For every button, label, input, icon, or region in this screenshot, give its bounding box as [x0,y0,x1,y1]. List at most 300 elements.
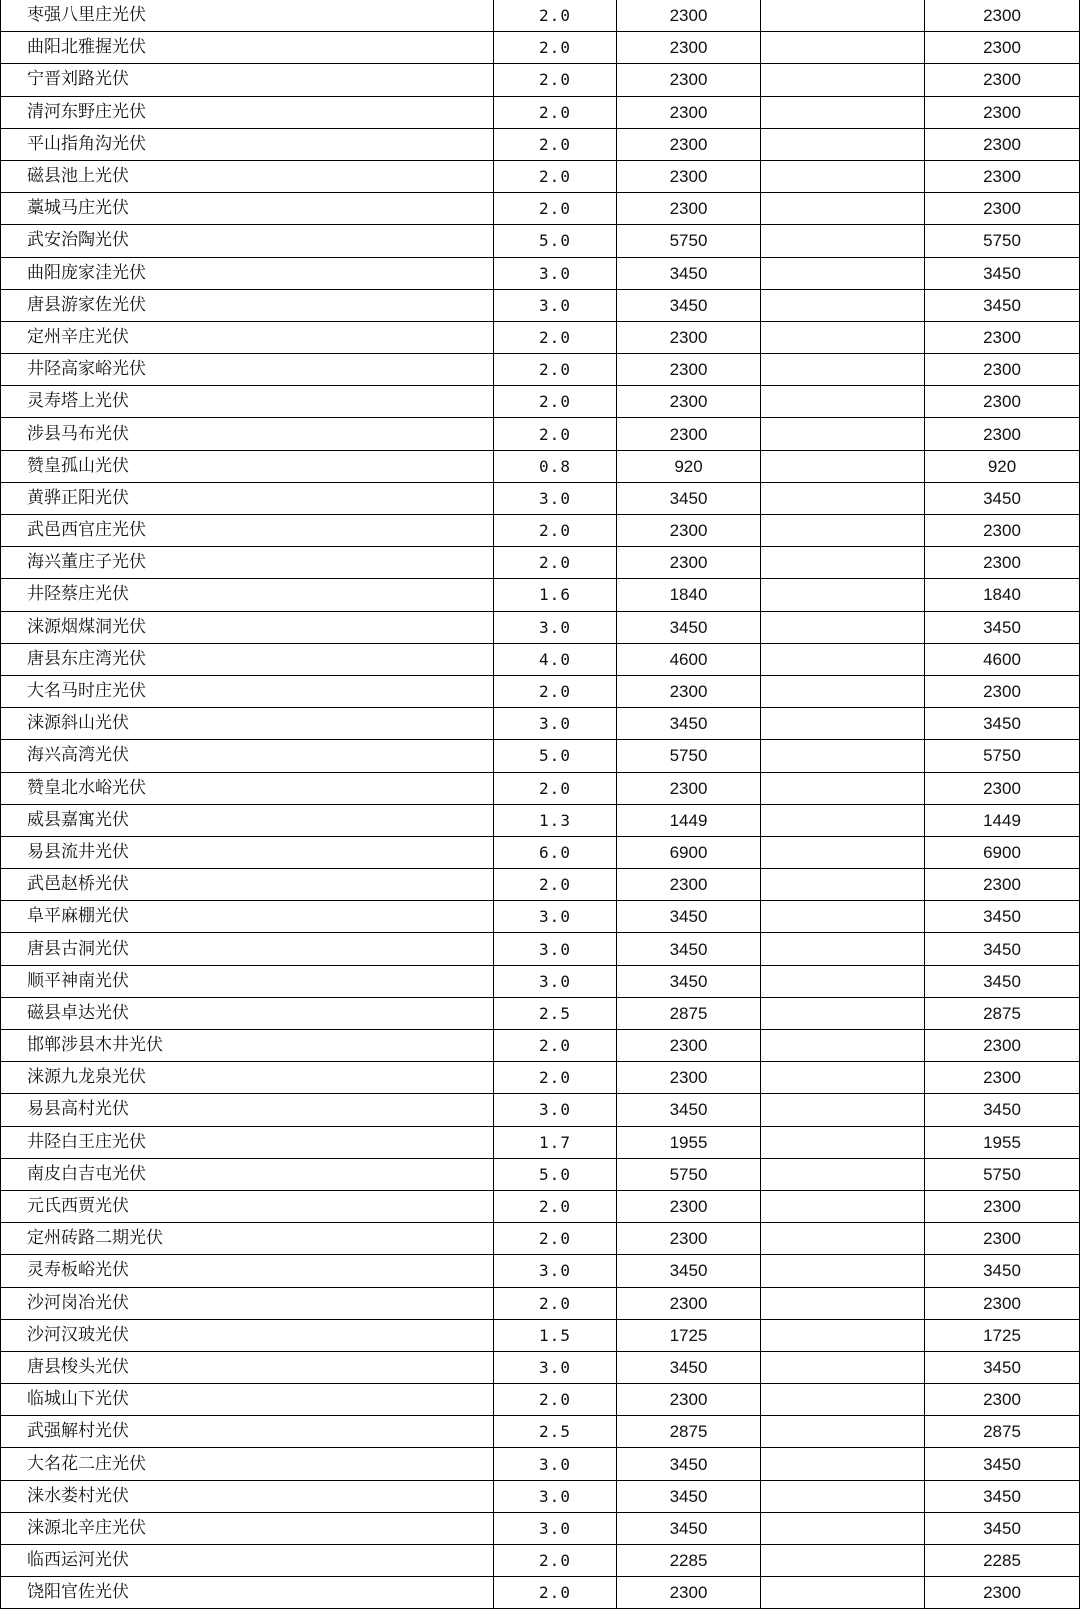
project-name-cell: 曲阳庞家洼光伏 [1,257,494,289]
value-c-cell: 2300 [925,675,1080,707]
value-b-cell [761,708,925,740]
project-name-cell: 武邑赵桥光伏 [1,869,494,901]
value-a-cell: 1840 [617,579,761,611]
value-a-cell: 2300 [617,1287,761,1319]
project-name-cell: 灵寿板峪光伏 [1,1255,494,1287]
value-c-cell: 3450 [925,482,1080,514]
project-name-cell: 武安治陶光伏 [1,225,494,257]
value-b-cell [761,1545,925,1577]
value-a-cell: 2875 [617,997,761,1029]
value-a-cell: 3450 [617,1094,761,1126]
value-a-cell: 3450 [617,289,761,321]
capacity-cell: 3.0 [494,708,617,740]
capacity-cell: 3.0 [494,1480,617,1512]
value-c-cell: 3450 [925,289,1080,321]
capacity-cell: 3.0 [494,289,617,321]
value-a-cell: 3450 [617,708,761,740]
value-c-cell: 2300 [925,418,1080,450]
project-name-cell: 易县流井光伏 [1,836,494,868]
value-c-cell: 3450 [925,1512,1080,1544]
value-c-cell: 2875 [925,997,1080,1029]
project-name-cell: 清河东野庄光伏 [1,96,494,128]
value-b-cell [761,1351,925,1383]
table-row [1,515,1080,547]
value-b-cell [761,450,925,482]
capacity-cell: 2.0 [494,1030,617,1062]
value-b-cell [761,257,925,289]
table-row [1,1223,1080,1255]
value-c-cell: 2300 [925,0,1080,32]
value-a-cell: 5750 [617,1158,761,1190]
capacity-cell: 2.0 [494,515,617,547]
project-name-cell: 涉县马布光伏 [1,418,494,450]
table-row [1,193,1080,225]
capacity-cell: 2.0 [494,193,617,225]
value-b-cell [761,772,925,804]
capacity-cell: 3.0 [494,1094,617,1126]
value-c-cell: 2300 [925,64,1080,96]
project-name-cell: 井陉蔡庄光伏 [1,579,494,611]
table-row [1,675,1080,707]
project-name-cell: 武邑西官庄光伏 [1,515,494,547]
capacity-cell: 2.0 [494,1223,617,1255]
value-c-cell: 2300 [925,386,1080,418]
value-c-cell: 1449 [925,804,1080,836]
value-a-cell: 920 [617,450,761,482]
value-c-cell: 3450 [925,1448,1080,1480]
project-name-cell: 威县嘉寓光伏 [1,804,494,836]
value-b-cell [761,482,925,514]
project-name-cell: 元氏西贾光伏 [1,1190,494,1222]
project-name-cell: 磁县池上光伏 [1,160,494,192]
value-c-cell: 2300 [925,1223,1080,1255]
project-name-cell: 涞水娄村光伏 [1,1480,494,1512]
capacity-cell: 2.0 [494,675,617,707]
capacity-cell: 1.7 [494,1126,617,1158]
value-c-cell: 3450 [925,1094,1080,1126]
project-name-cell: 唐县古洞光伏 [1,933,494,965]
capacity-cell: 2.0 [494,1062,617,1094]
capacity-cell: 1.5 [494,1319,617,1351]
value-c-cell: 2285 [925,1545,1080,1577]
value-c-cell: 3450 [925,708,1080,740]
table-row [1,1545,1080,1577]
value-c-cell: 2300 [925,1062,1080,1094]
value-a-cell: 3450 [617,1512,761,1544]
value-b-cell [761,32,925,64]
value-b-cell [761,804,925,836]
value-c-cell: 3450 [925,1351,1080,1383]
value-b-cell [761,1448,925,1480]
value-a-cell: 3450 [617,1255,761,1287]
value-c-cell: 3450 [925,257,1080,289]
table-row [1,611,1080,643]
project-name-cell: 涞源斜山光伏 [1,708,494,740]
capacity-cell: 2.0 [494,386,617,418]
table-row [1,1030,1080,1062]
capacity-cell: 3.0 [494,933,617,965]
value-c-cell: 4600 [925,643,1080,675]
table-row [1,836,1080,868]
table-row [1,804,1080,836]
capacity-cell: 2.0 [494,1287,617,1319]
table-row [1,482,1080,514]
value-c-cell: 3450 [925,611,1080,643]
value-b-cell [761,386,925,418]
value-c-cell: 3450 [925,1480,1080,1512]
value-c-cell: 2300 [925,96,1080,128]
value-b-cell [761,901,925,933]
project-name-cell: 武强解村光伏 [1,1416,494,1448]
value-b-cell [761,64,925,96]
value-a-cell: 3450 [617,1480,761,1512]
value-a-cell: 2300 [617,547,761,579]
value-a-cell: 2300 [617,32,761,64]
value-a-cell: 4600 [617,643,761,675]
table-row [1,1062,1080,1094]
value-c-cell: 2300 [925,321,1080,353]
capacity-cell: 1.3 [494,804,617,836]
value-a-cell: 1725 [617,1319,761,1351]
table-row [1,64,1080,96]
project-name-cell: 涞源烟煤洞光伏 [1,611,494,643]
project-name-cell: 沙河汉玻光伏 [1,1319,494,1351]
project-name-cell: 南皮白吉屯光伏 [1,1158,494,1190]
capacity-cell: 2.0 [494,96,617,128]
value-c-cell: 1725 [925,1319,1080,1351]
capacity-cell: 2.0 [494,772,617,804]
capacity-cell: 3.0 [494,257,617,289]
project-name-cell: 海兴高湾光伏 [1,740,494,772]
value-b-cell [761,321,925,353]
value-a-cell: 2300 [617,869,761,901]
value-c-cell: 2300 [925,193,1080,225]
table-row [1,1416,1080,1448]
value-c-cell: 5750 [925,740,1080,772]
project-name-cell: 顺平神南光伏 [1,965,494,997]
value-b-cell [761,1319,925,1351]
value-c-cell: 920 [925,450,1080,482]
project-name-cell: 饶阳官佐光伏 [1,1577,494,1609]
capacity-cell: 2.0 [494,1384,617,1416]
value-b-cell [761,869,925,901]
capacity-cell: 3.0 [494,965,617,997]
project-name-cell: 唐县游家佐光伏 [1,289,494,321]
value-a-cell: 2285 [617,1545,761,1577]
table-row [1,1158,1080,1190]
value-a-cell: 2300 [617,386,761,418]
capacity-cell: 3.0 [494,1512,617,1544]
capacity-cell: 3.0 [494,1448,617,1480]
value-a-cell: 2300 [617,772,761,804]
capacity-cell: 2.5 [494,1416,617,1448]
table-row [1,1255,1080,1287]
table-row [1,1577,1080,1609]
table-row [1,997,1080,1029]
table-row [1,708,1080,740]
table-row [1,1287,1080,1319]
table-row [1,965,1080,997]
value-c-cell: 2300 [925,1287,1080,1319]
value-c-cell: 2300 [925,772,1080,804]
value-b-cell [761,1287,925,1319]
project-name-cell: 阜平麻棚光伏 [1,901,494,933]
project-name-cell: 海兴董庄子光伏 [1,547,494,579]
table-row [1,128,1080,160]
value-b-cell [761,225,925,257]
value-c-cell: 2300 [925,1577,1080,1609]
value-a-cell: 2300 [617,64,761,96]
project-name-cell: 灵寿塔上光伏 [1,386,494,418]
value-a-cell: 2300 [617,1577,761,1609]
table-row [1,1126,1080,1158]
value-a-cell: 5750 [617,740,761,772]
value-a-cell: 3450 [617,965,761,997]
value-b-cell [761,1158,925,1190]
value-b-cell [761,354,925,386]
capacity-cell: 2.0 [494,0,617,32]
table-row [1,933,1080,965]
value-c-cell: 2300 [925,515,1080,547]
value-a-cell: 2300 [617,1384,761,1416]
table-body [1,0,1080,1609]
value-b-cell [761,836,925,868]
capacity-cell: 5.0 [494,740,617,772]
project-name-cell: 沙河岗冶光伏 [1,1287,494,1319]
value-a-cell: 3450 [617,611,761,643]
value-a-cell: 2875 [617,1416,761,1448]
capacity-cell: 3.0 [494,611,617,643]
table-row [1,1190,1080,1222]
table-row [1,418,1080,450]
value-b-cell [761,1416,925,1448]
value-a-cell: 2300 [617,321,761,353]
table-row [1,643,1080,675]
value-c-cell: 2300 [925,869,1080,901]
table-row [1,96,1080,128]
table-row [1,1351,1080,1383]
project-name-cell: 磁县卓达光伏 [1,997,494,1029]
project-name-cell: 易县高村光伏 [1,1094,494,1126]
value-c-cell: 3450 [925,965,1080,997]
project-name-cell: 临城山下光伏 [1,1384,494,1416]
value-b-cell [761,418,925,450]
value-b-cell [761,160,925,192]
value-c-cell: 2300 [925,128,1080,160]
value-b-cell [761,675,925,707]
project-name-cell: 唐县东庄湾光伏 [1,643,494,675]
table-row [1,225,1080,257]
table-row [1,869,1080,901]
value-a-cell: 6900 [617,836,761,868]
capacity-cell: 3.0 [494,1351,617,1383]
table-row [1,0,1080,32]
project-name-cell: 临西运河光伏 [1,1545,494,1577]
capacity-cell: 2.0 [494,547,617,579]
value-a-cell: 5750 [617,225,761,257]
value-c-cell: 6900 [925,836,1080,868]
value-a-cell: 2300 [617,96,761,128]
value-b-cell [761,193,925,225]
value-a-cell: 2300 [617,1062,761,1094]
value-b-cell [761,1512,925,1544]
value-c-cell: 5750 [925,1158,1080,1190]
value-b-cell [761,289,925,321]
value-c-cell: 2300 [925,1384,1080,1416]
table-row [1,1094,1080,1126]
value-b-cell [761,1384,925,1416]
value-b-cell [761,1126,925,1158]
value-b-cell [761,1094,925,1126]
value-c-cell: 2300 [925,32,1080,64]
value-c-cell: 3450 [925,901,1080,933]
table-row [1,740,1080,772]
value-a-cell: 2300 [617,193,761,225]
project-name-cell: 邯郸涉县木井光伏 [1,1030,494,1062]
project-name-cell: 赞皇北水峪光伏 [1,772,494,804]
value-b-cell [761,965,925,997]
capacity-cell: 2.0 [494,64,617,96]
project-name-cell: 定州砖路二期光伏 [1,1223,494,1255]
value-a-cell: 2300 [617,354,761,386]
capacity-cell: 5.0 [494,225,617,257]
value-c-cell: 3450 [925,933,1080,965]
project-name-cell: 定州辛庄光伏 [1,321,494,353]
table-row [1,1319,1080,1351]
value-c-cell: 2875 [925,1416,1080,1448]
value-c-cell: 2300 [925,1030,1080,1062]
value-a-cell: 3450 [617,1351,761,1383]
capacity-cell: 0.8 [494,450,617,482]
value-a-cell: 2300 [617,0,761,32]
capacity-cell: 6.0 [494,836,617,868]
table-row [1,1480,1080,1512]
value-a-cell: 3450 [617,482,761,514]
table-row [1,547,1080,579]
value-a-cell: 1449 [617,804,761,836]
value-a-cell: 2300 [617,1190,761,1222]
value-b-cell [761,933,925,965]
value-b-cell [761,740,925,772]
capacity-cell: 2.0 [494,418,617,450]
table-row [1,160,1080,192]
project-name-cell: 黄骅正阳光伏 [1,482,494,514]
project-name-cell: 井陉高家峪光伏 [1,354,494,386]
value-b-cell [761,1255,925,1287]
value-c-cell: 2300 [925,1190,1080,1222]
table-row [1,354,1080,386]
value-a-cell: 2300 [617,1223,761,1255]
value-b-cell [761,0,925,32]
project-name-cell: 大名花二庄光伏 [1,1448,494,1480]
value-b-cell [761,1480,925,1512]
table-row [1,1384,1080,1416]
value-a-cell: 2300 [617,160,761,192]
project-name-cell: 唐县梭头光伏 [1,1351,494,1383]
table-row [1,386,1080,418]
capacity-cell: 5.0 [494,1158,617,1190]
value-a-cell: 3450 [617,257,761,289]
capacity-cell: 2.0 [494,869,617,901]
value-b-cell [761,1577,925,1609]
table-row [1,450,1080,482]
table-row [1,901,1080,933]
project-name-cell: 藁城马庄光伏 [1,193,494,225]
value-a-cell: 1955 [617,1126,761,1158]
capacity-cell: 1.6 [494,579,617,611]
capacity-cell: 3.0 [494,1255,617,1287]
value-b-cell [761,96,925,128]
value-b-cell [761,128,925,160]
capacity-cell: 3.0 [494,901,617,933]
table-row [1,1448,1080,1480]
value-c-cell: 1840 [925,579,1080,611]
table-row [1,289,1080,321]
project-name-cell: 宁晋刘路光伏 [1,64,494,96]
capacity-cell: 3.0 [494,482,617,514]
value-b-cell [761,997,925,1029]
table-row [1,321,1080,353]
value-b-cell [761,643,925,675]
table-row [1,32,1080,64]
value-b-cell [761,1190,925,1222]
value-b-cell [761,1030,925,1062]
project-name-cell: 赞皇孤山光伏 [1,450,494,482]
capacity-cell: 4.0 [494,643,617,675]
value-b-cell [761,579,925,611]
value-c-cell: 3450 [925,1255,1080,1287]
value-b-cell [761,611,925,643]
value-c-cell: 1955 [925,1126,1080,1158]
capacity-cell: 2.0 [494,32,617,64]
value-c-cell: 2300 [925,160,1080,192]
capacity-cell: 2.5 [494,997,617,1029]
value-b-cell [761,547,925,579]
value-b-cell [761,1223,925,1255]
value-b-cell [761,1062,925,1094]
project-name-cell: 井陉白王庄光伏 [1,1126,494,1158]
project-name-cell: 涞源九龙泉光伏 [1,1062,494,1094]
value-c-cell: 2300 [925,354,1080,386]
value-a-cell: 2300 [617,1030,761,1062]
capacity-cell: 2.0 [494,1545,617,1577]
project-name-cell: 平山指角沟光伏 [1,128,494,160]
table-row [1,579,1080,611]
value-b-cell [761,515,925,547]
project-name-cell: 大名马时庄光伏 [1,675,494,707]
value-a-cell: 2300 [617,418,761,450]
capacity-cell: 2.0 [494,128,617,160]
project-name-cell: 涞源北辛庄光伏 [1,1512,494,1544]
table-row [1,772,1080,804]
value-a-cell: 2300 [617,128,761,160]
capacity-cell: 2.0 [494,160,617,192]
table-row [1,1512,1080,1544]
project-name-cell: 枣强八里庄光伏 [1,0,494,32]
value-c-cell: 5750 [925,225,1080,257]
value-c-cell: 2300 [925,547,1080,579]
value-a-cell: 3450 [617,1448,761,1480]
capacity-cell: 2.0 [494,354,617,386]
project-name-cell: 曲阳北雅握光伏 [1,32,494,64]
capacity-cell: 2.0 [494,321,617,353]
table-row [1,257,1080,289]
capacity-cell: 2.0 [494,1190,617,1222]
value-a-cell: 3450 [617,933,761,965]
value-a-cell: 3450 [617,901,761,933]
value-a-cell: 2300 [617,515,761,547]
capacity-cell: 2.0 [494,1577,617,1609]
